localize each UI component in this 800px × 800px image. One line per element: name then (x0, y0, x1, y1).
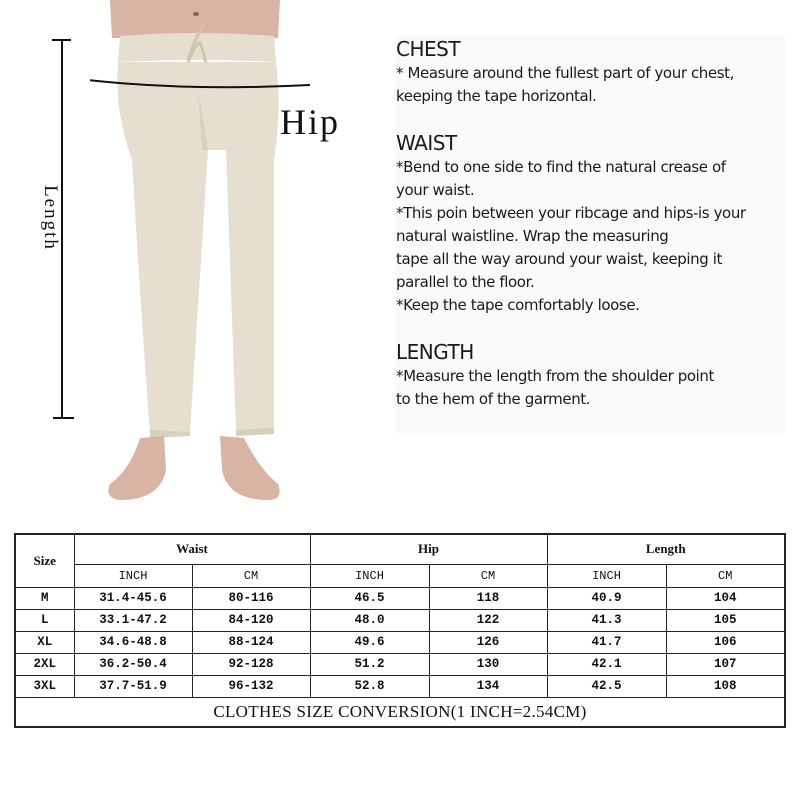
length-cm-cell: 104 (666, 587, 785, 609)
unit-header: INCH (547, 564, 666, 587)
hip-label: Hip (280, 102, 340, 142)
waist-cm-cell: 88-124 (192, 631, 310, 653)
waist-line: *This poin between your ribcage and hips-is your (396, 204, 746, 222)
table-row (15, 631, 785, 653)
hip-cm-cell: 118 (429, 587, 547, 609)
pants-illustration (90, 0, 310, 510)
unit-header: CM (429, 564, 547, 587)
length-inch-cell: 41.3 (547, 609, 666, 631)
length-inch-cell: 40.9 (547, 587, 666, 609)
unit-header: CM (666, 564, 785, 587)
waist-cm-cell: 84-120 (192, 609, 310, 631)
table-unit-row (15, 564, 785, 587)
length-section (396, 339, 786, 411)
unit-header: INCH (310, 564, 429, 587)
length-line: *Measure the length from the shoulder point (396, 367, 714, 385)
hip-cm-cell: 122 (429, 609, 547, 631)
waist-inch-cell: 36.2-50.4 (74, 653, 192, 675)
hip-inch-cell: 52.8 (310, 675, 429, 697)
waist-cm-cell: 92-128 (192, 653, 310, 675)
length-line: to the hem of the garment. (396, 390, 591, 408)
unit-header: INCH (74, 564, 192, 587)
waist-inch-cell: 34.6-48.8 (74, 631, 192, 653)
waist-cm-cell: 80-116 (192, 587, 310, 609)
hip-cm-cell: 126 (429, 631, 547, 653)
length-inch-cell: 42.5 (547, 675, 666, 697)
length-cm-cell: 106 (666, 631, 785, 653)
waist-line: your waist. (396, 181, 475, 199)
hip-inch-cell: 48.0 (310, 609, 429, 631)
size-chart-table (14, 533, 786, 728)
waist-header: Waist (74, 534, 310, 564)
table-header-row (15, 534, 785, 564)
length-heading: LENGTH (396, 340, 474, 364)
chest-section (396, 36, 786, 108)
hip-cm-cell: 134 (429, 675, 547, 697)
length-cm-cell: 107 (666, 653, 785, 675)
length-header: Length (547, 534, 785, 564)
chest-line: keeping the tape horizontal. (396, 87, 597, 105)
chest-heading: CHEST (396, 37, 461, 61)
hip-cm-cell: 130 (429, 653, 547, 675)
hip-inch-cell: 46.5 (310, 587, 429, 609)
waist-inch-cell: 33.1-47.2 (74, 609, 192, 631)
waist-line: *Keep the tape comfortably loose. (396, 296, 640, 314)
size-header: Size (15, 534, 74, 587)
hip-header: Hip (310, 534, 547, 564)
unit-header: CM (192, 564, 310, 587)
waist-inch-cell: 37.7-51.9 (74, 675, 192, 697)
waist-line: tape all the way around your waist, keeping it (396, 250, 722, 268)
table-row (15, 653, 785, 675)
table-row (15, 587, 785, 609)
waist-line: *Bend to one side to find the natural crease of (396, 158, 726, 176)
waist-line: parallel to the floor. (396, 273, 535, 291)
table-footer-row (15, 697, 785, 727)
measurement-guide (396, 36, 786, 433)
length-cm-cell: 105 (666, 609, 785, 631)
size-cell: 2XL (15, 653, 74, 675)
waist-inch-cell: 31.4-45.6 (74, 587, 192, 609)
waist-section (396, 130, 786, 317)
length-label: Length (40, 185, 61, 251)
chest-line: * Measure around the fullest part of your chest, (396, 64, 734, 82)
table-row (15, 675, 785, 697)
hip-inch-cell: 49.6 (310, 631, 429, 653)
length-inch-cell: 41.7 (547, 631, 666, 653)
waist-cm-cell: 96-132 (192, 675, 310, 697)
conversion-note: CLOTHES SIZE CONVERSION(1 INCH=2.54CM) (15, 697, 785, 727)
waist-heading: WAIST (396, 131, 457, 155)
length-inch-cell: 42.1 (547, 653, 666, 675)
waist-line: natural waistline. Wrap the measuring (396, 227, 669, 245)
size-cell: 3XL (15, 675, 74, 697)
length-cm-cell: 108 (666, 675, 785, 697)
length-marker-bottom (53, 417, 74, 419)
product-photo (90, 0, 310, 510)
size-cell: L (15, 609, 74, 631)
size-cell: XL (15, 631, 74, 653)
hip-inch-cell: 51.2 (310, 653, 429, 675)
size-cell: M (15, 587, 74, 609)
table-row (15, 609, 785, 631)
